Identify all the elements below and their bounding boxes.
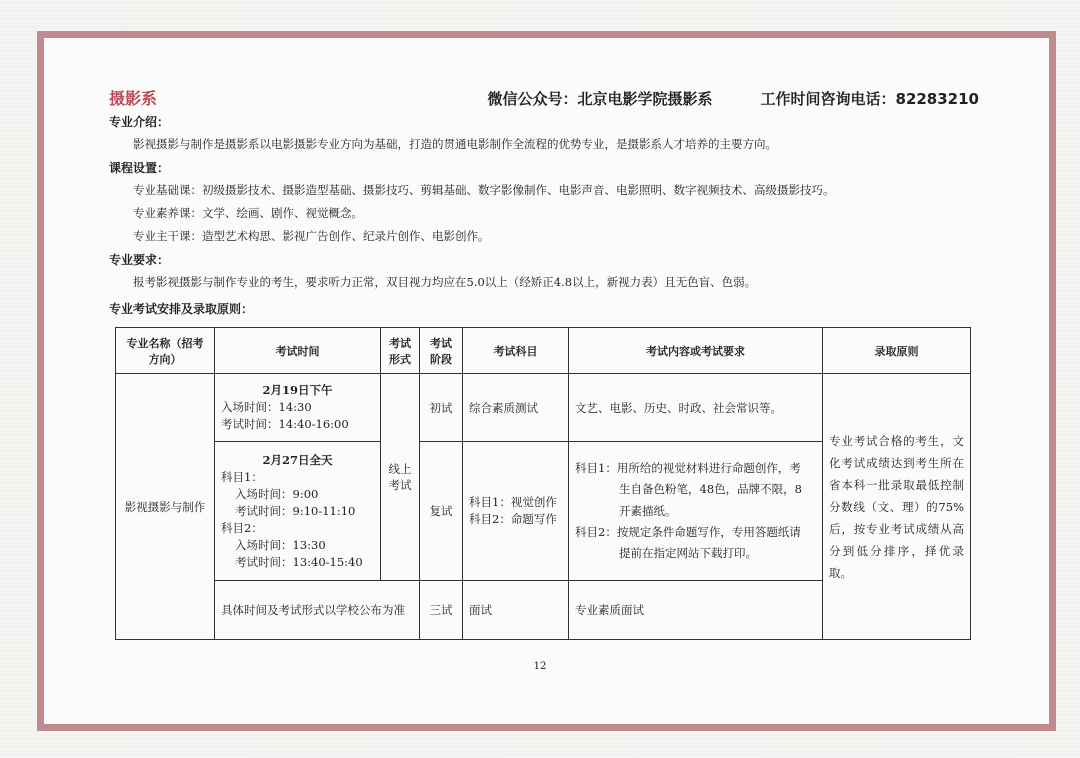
hotline: 工作时间咨询电话：82283210	[760, 90, 979, 108]
round2-stage: 复试	[420, 442, 463, 581]
round2-content2-a: 科目2：按规定条件命题写作，专用答题纸请	[575, 525, 801, 539]
round3-time: 具体时间及考试形式以学校公布为准	[215, 581, 420, 640]
page-number: 12	[533, 661, 547, 672]
round1-subject: 综合素质测试	[463, 374, 569, 442]
exam-table	[115, 327, 971, 640]
round1-stage: 初试	[420, 374, 463, 442]
round2-subject1: 科目1：视觉创作	[469, 495, 557, 509]
principle-cell: 专业考试合格的考生，文化考试成绩达到考生所在省本科一批录取最低控制分数线（文、理）的75%后，按专业考试成绩从高分到低分排序，择优录取。	[823, 374, 971, 640]
header-major: 专业名称（招考方向）	[116, 328, 215, 374]
round2-s1-entry: 入场时间：9:00	[235, 486, 319, 501]
round2-content1-b: 生自备色粉笔，48色，品牌不限，8	[619, 482, 802, 496]
round2-subject2: 科目2：命题写作	[469, 512, 557, 526]
contact-info	[487, 88, 979, 109]
arrangement-heading: 专业考试安排及录取原则：	[109, 302, 254, 316]
round3-subject: 面试	[463, 581, 569, 640]
course-basic: 专业基础课：初级摄影技术、摄影造型基础、摄影技巧、剪辑基础、数字影像制作、电影声音、电影照明、数字视频技术、高级摄影技巧。	[133, 183, 835, 197]
round2-s2-exam: 考试时间：13:40-15:40	[235, 554, 363, 569]
round2-subject-cell	[463, 442, 569, 581]
round2-content-cell	[569, 442, 823, 581]
department-title: 摄影系	[109, 89, 158, 108]
round3-stage: 三试	[420, 581, 463, 640]
page-header	[109, 86, 979, 108]
intro-text: 影视摄影与制作是摄影系以电影摄影专业方向为基础，打造的贯通电影制作全流程的优势专业，是摄影系人才培养的主要方向。	[133, 137, 777, 151]
header-time: 考试时间	[215, 328, 381, 374]
header-principle: 录取原则	[823, 328, 971, 374]
major-cell: 影视摄影与制作	[116, 374, 215, 640]
requirement-heading: 专业要求：	[109, 253, 170, 267]
wechat-account: 微信公众号：北京电影学院摄影系	[487, 90, 713, 108]
table-row-round1	[116, 374, 971, 442]
header-subject: 考试科目	[463, 328, 569, 374]
round1-content: 文艺、电影、历史、时政、社会常识等。	[569, 374, 823, 442]
table-header-row	[116, 328, 971, 374]
round2-s1-exam: 考试时间：9:10-11:10	[235, 503, 356, 518]
header-form: 考试形式	[381, 328, 420, 374]
round2-time-cell	[215, 442, 381, 581]
round2-s1-label: 科目1：	[221, 469, 263, 484]
header-stage: 考试阶段	[420, 328, 463, 374]
round1-exam: 考试时间：14:40-16:00	[221, 417, 349, 431]
round2-content2-b: 提前在指定网站下载打印。	[619, 546, 757, 560]
round2-content1-a: 科目1：用所给的视觉材料进行命题创作，考	[575, 461, 801, 475]
round2-s2-label: 科目2：	[221, 520, 263, 535]
course-heading: 课程设置：	[109, 161, 170, 175]
course-literacy: 专业素养课：文学、绘画、剧作、视觉概念。	[133, 206, 363, 220]
round1-time-cell	[215, 374, 381, 442]
round2-date: 2月27日全天	[262, 452, 333, 467]
header-content: 考试内容或考试要求	[569, 328, 823, 374]
round2-s2-entry: 入场时间：13:30	[235, 537, 326, 552]
round2-content1-c: 开素描纸。	[619, 504, 677, 518]
form-cell: 线上考试	[381, 374, 420, 581]
round1-entry: 入场时间：14:30	[221, 400, 312, 414]
course-main: 专业主干课：造型艺术构思、影视广告创作、纪录片创作、电影创作。	[133, 229, 490, 243]
intro-heading: 专业介绍：	[109, 115, 170, 129]
round3-content: 专业素质面试	[569, 581, 823, 640]
round1-date: 2月19日下午	[262, 383, 333, 397]
requirement-text: 报考影视摄影与制作专业的考生，要求听力正常，双目视力均应在5.0以上（经矫正4.8以上，新视力表）且无色盲、色弱。	[133, 275, 757, 289]
